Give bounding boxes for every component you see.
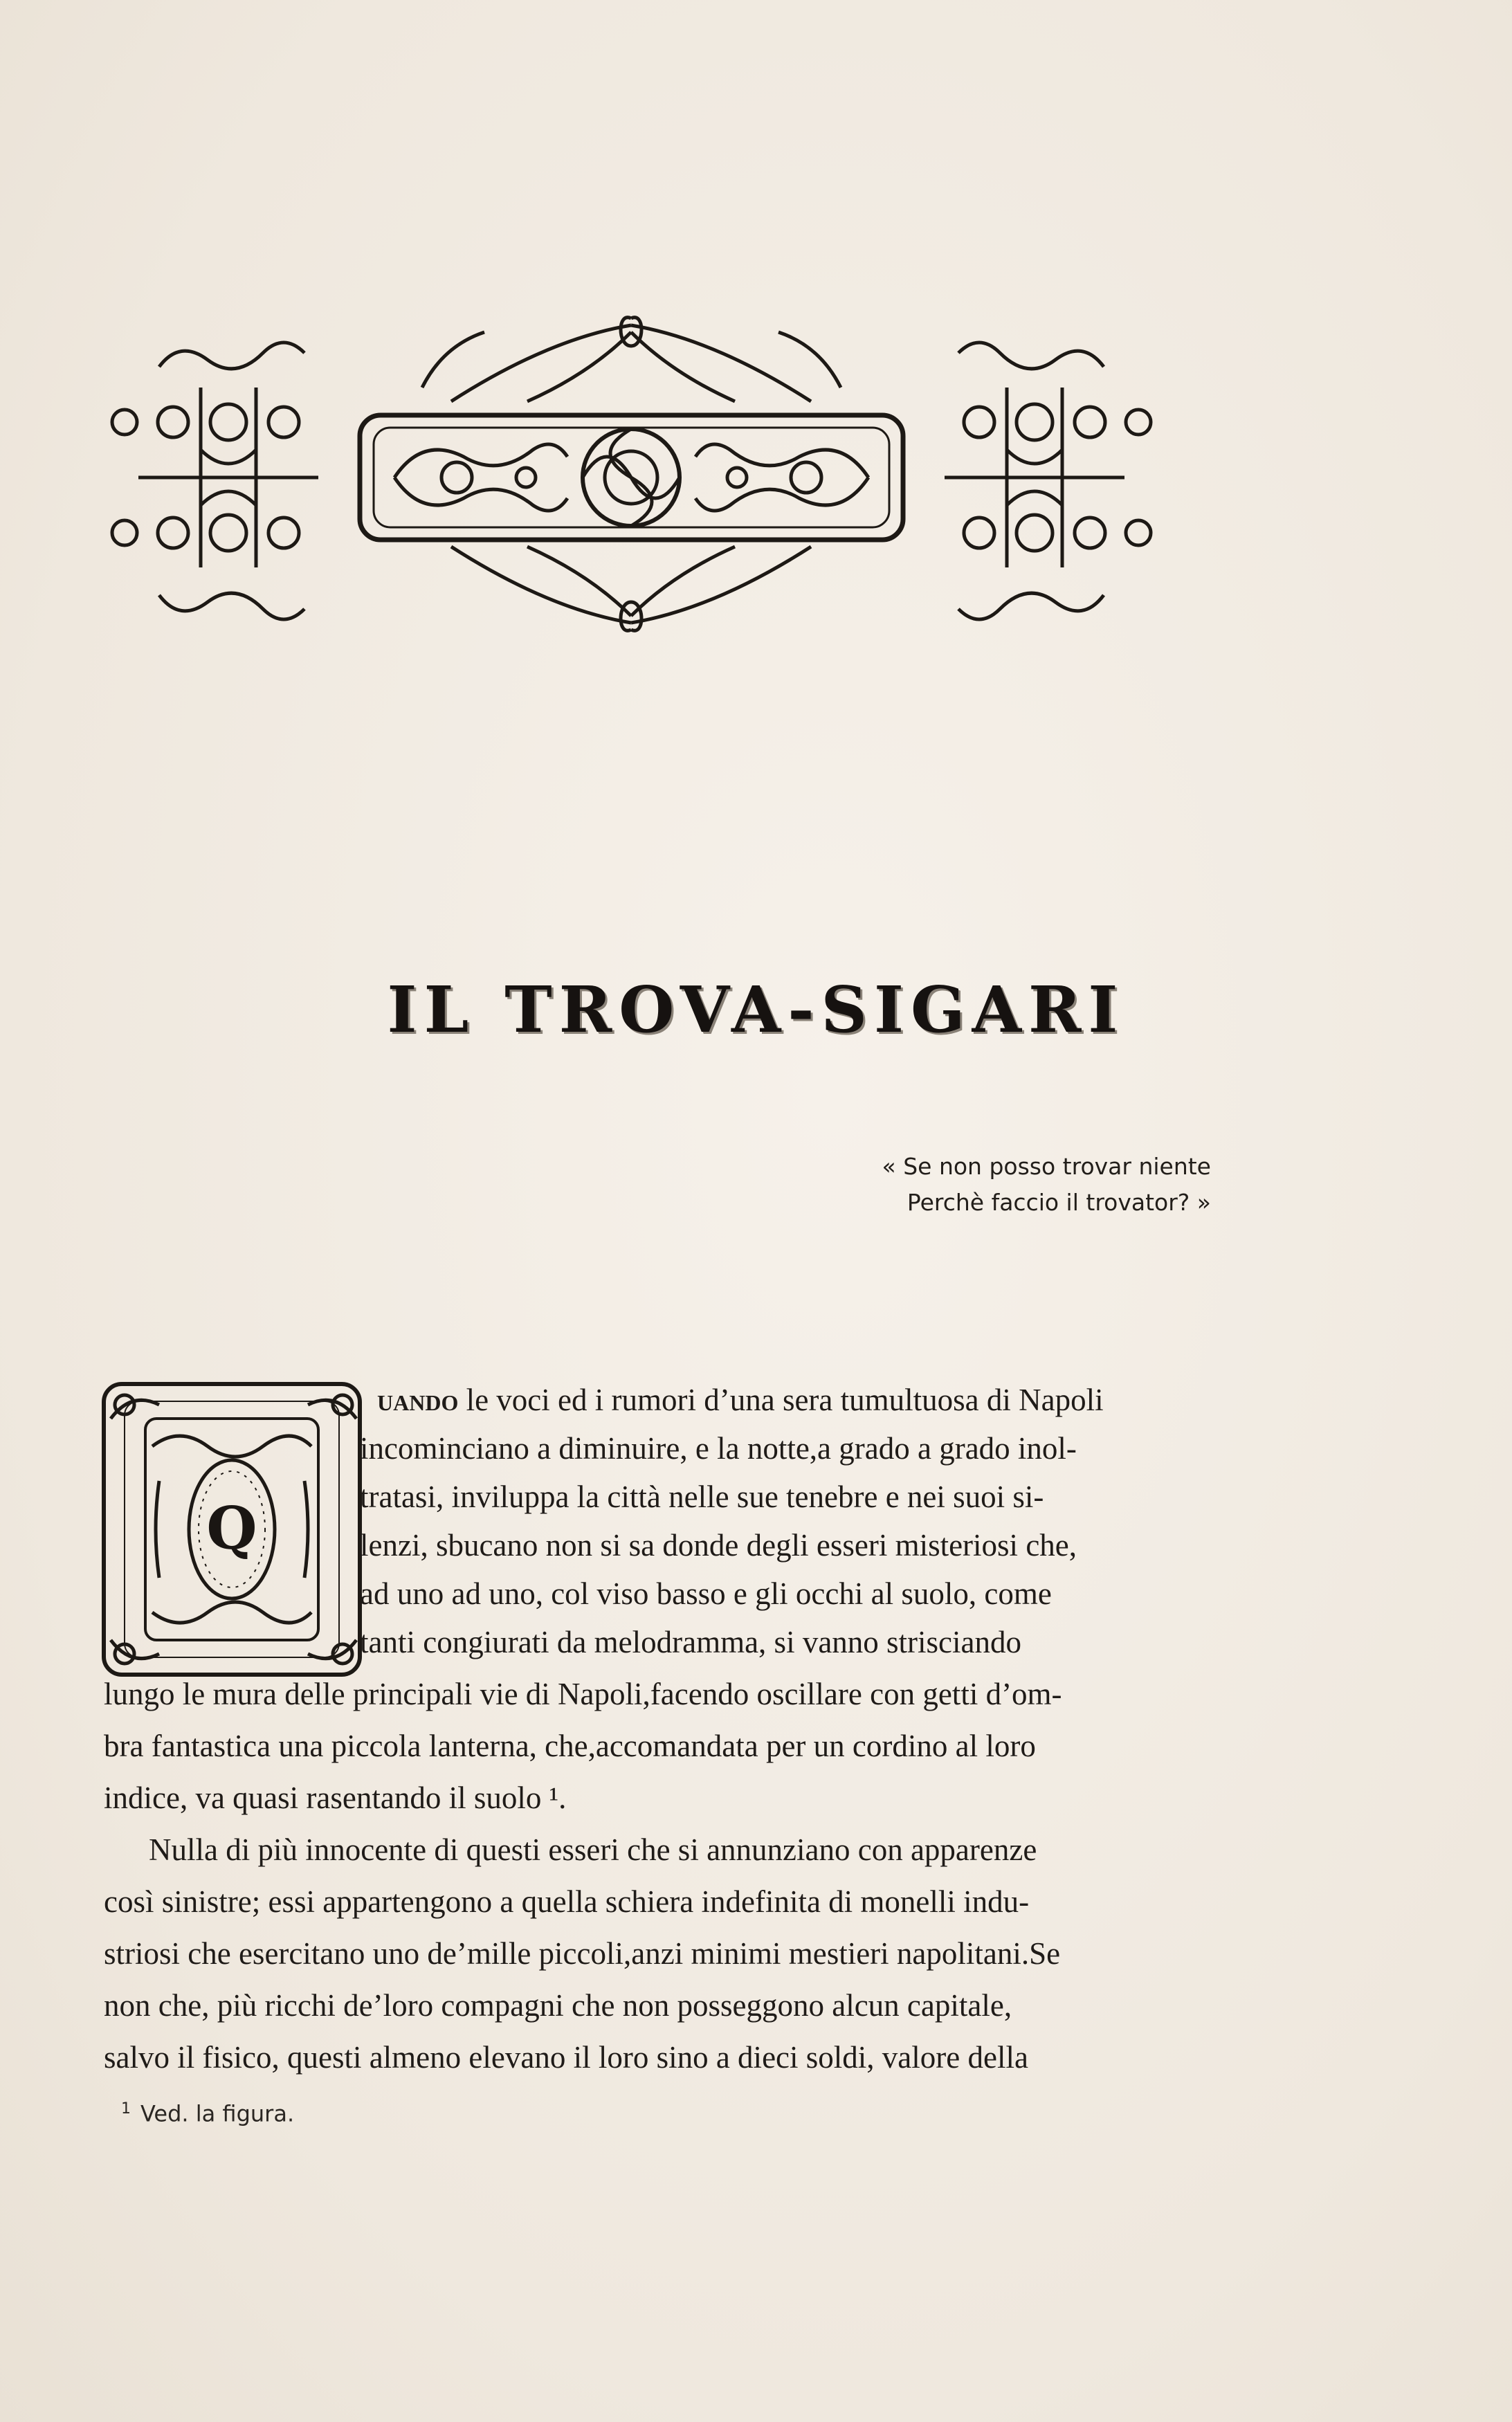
drop-cap-letter: Q — [206, 1494, 257, 1563]
body-line: striosi che esercitano uno de’mille piccoli,anzi minimi mestieri napolitani.Se — [104, 1936, 1061, 1971]
footnote — [121, 2100, 294, 2127]
chapter-title: IL TROVA-SIGARI — [387, 972, 1125, 1047]
body-line: così sinistre; essi appartengono a quella schiera indefinita di monelli indu- — [104, 1884, 1030, 1919]
body-line: indice, va quasi rasentando il suolo ¹. — [104, 1781, 567, 1815]
body-line: lenzi, sbucano non si sa donde degli esseri misteriosi che, — [360, 1528, 1077, 1563]
footnote-text: Ved. la figura. — [140, 2100, 295, 2127]
footnote-mark: 1 — [121, 2100, 131, 2118]
body-line: salvo il fisico, questi almeno elevano il loro sino a dieci soldi, valore della — [104, 2040, 1028, 2075]
decorative-headpiece — [97, 304, 1166, 637]
epigraph — [823, 1149, 1211, 1221]
body-line: lungo le mura delle principali vie di Napoli,facendo oscillare con getti d’om- — [104, 1677, 1062, 1711]
body-line: tanti congiurati da melodramma, si vanno strisciando — [360, 1625, 1022, 1659]
right-lattice-ornament — [945, 343, 1151, 619]
left-lattice-ornament — [112, 343, 318, 619]
body-line: bra fantastica una piccola lanterna, che,accomandata per un cordino al loro — [104, 1729, 1036, 1763]
body-line: non che, più ricchi de’loro compagni che non posseggono alcun capitale, — [104, 1988, 1012, 2023]
body-line: incominciano a diminuire, e la notte,a grado a grado inol- — [360, 1431, 1077, 1466]
body-line: ad uno ad uno, col viso basso e gli occhi al suolo, come — [360, 1576, 1052, 1611]
decorated-initial — [97, 1377, 370, 1682]
body-line: Nulla di più innocente di questi esseri che si annunziano con apparenze — [149, 1832, 1037, 1867]
epigraph-line: Perchè faccio il trovator? » — [907, 1189, 1211, 1216]
body-line: tratasi, inviluppa la città nelle sue tenebre e nei suoi si- — [360, 1479, 1044, 1514]
body-line: uando le voci ed i rumori d’una sera tumultuosa di Napoli — [377, 1383, 1104, 1417]
epigraph-line: « Se non posso trovar niente — [882, 1153, 1211, 1180]
first-word: uando — [377, 1383, 459, 1417]
